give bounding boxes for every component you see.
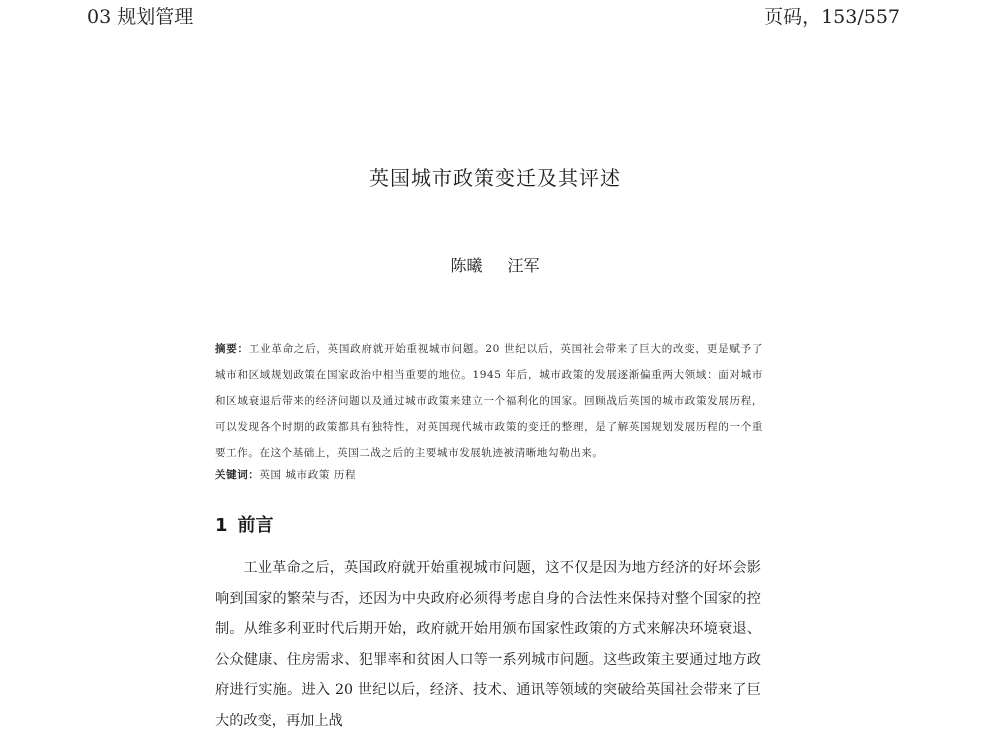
abstract-text: 工业革命之后，英国政府就开始重视城市问题。20 世纪以后，英国社会带来了巨大的改变，更是赋予了城市和区域规划政策在国家政治中相当重要的地位。1945 年后，城市政策的发展逐渐偏重两大领域：面对城市和区域衰退后带来的经济问题以及通过城市政策来建立一个福利化的国家。回顾战后英国的城市政策发展历程，可以发现各个时期的政策都具有独特性，对英国现代城市政策的变迁的整理，是了解英国规划发展历程的一个重要工作。在这个基础上，英国二战之后的主要城市发展轨迹被清晰地勾勒出来。	[215, 343, 763, 459]
section-heading	[215, 511, 274, 537]
body-paragraph: 工业革命之后，英国政府就开始重视城市问题，这不仅是因为地方经济的好坏会影响到国家的繁荣与否，还因为中央政府必须得考虑自身的合法性来保持对整个国家的控制。从维多利亚时代后期开始，政府就开始用颁布国家性政策的方式来解决环境衰退、公众健康、住房需求、犯罪率和贫困人口等一系列城市问题。这些政策主要通过地方政府进行实施。进入 20 世纪以后，经济、技术、通讯等领域的突破给英国社会带来了巨大的改变，再加上战	[215, 560, 761, 729]
keywords-label: 关键词：	[215, 469, 260, 481]
author-name: 陈曦	[450, 256, 483, 275]
document-section-label: 03 规划管理	[87, 6, 194, 28]
author-name: 汪军	[507, 256, 540, 275]
keywords-text: 英国 城市政策 历程	[259, 469, 357, 481]
keywords	[215, 467, 763, 482]
abstract-label: 摘要：	[215, 343, 249, 355]
section-title: 前言	[237, 515, 274, 536]
paper-title: 英国城市政策变迁及其评述	[369, 166, 621, 190]
page-number: 页码，153/557	[764, 6, 900, 28]
section-number: 1	[215, 515, 228, 536]
paper-authors	[190, 253, 800, 276]
abstract	[215, 336, 763, 466]
paper-page	[190, 110, 800, 729]
